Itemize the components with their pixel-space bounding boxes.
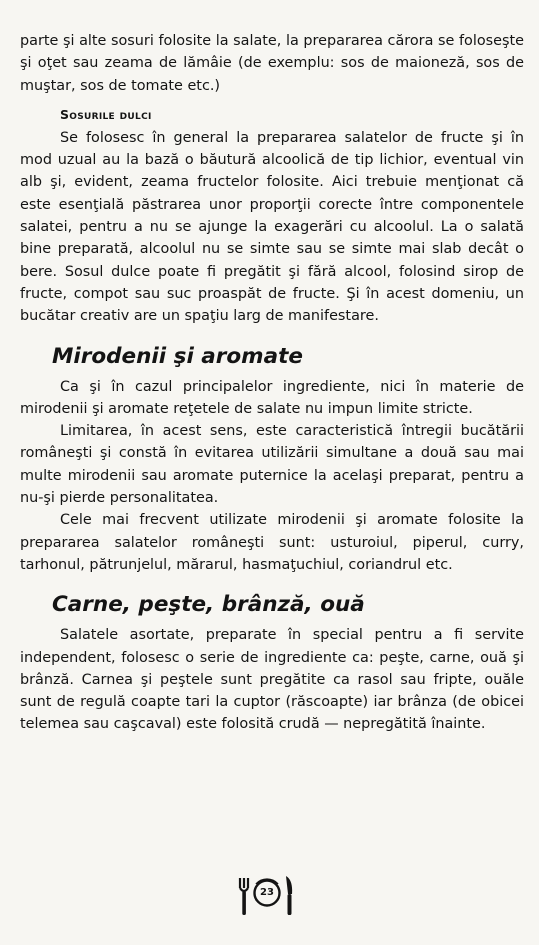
intro-paragraph: parte şi alte sosuri folosite la salate, la prepararea cărora se foloseşte şi oţet sau zeama de lămâie (de exemplu: sos de maioneză, sos de muştar, sos de tomate etc.) [20,33,524,94]
spices-paragraph-3: Cele mai frecvent utilizate mirodenii şi aromate folosite la prepararea salatelor româneşti sunt: usturoiul, piperul, curry, tarhonul, pătrunjelul, mărarul, hasmaţuchiul, coriandrul etc. [20,512,524,573]
sweet-sauces-heading: Sosurile dulci [60,106,152,122]
page-footer [235,870,297,920]
section-title-meat-fish: Carne, peşte, brânză, ouă [52,592,365,618]
spices-paragraph-1: Ca şi în cazul principalelor ingrediente, nici în materie de mirodenii şi aromate reţetele de salate nu impun limite stricte. [20,378,524,417]
sweet-sauces-paragraph: Se folosesc în general la prepararea salatelor de fructe şi în mod uzual au la bază o băutură alcoolică de tip lichior, eventual vin alb şi, evident, zeama fructelor folosite. Aici trebuie menţionat că este esenţială păstrarea unor proporţii corecte între componentele salatei, pentru a nu se ajunge la exagerări cu alcoolul. La o salată bine preparată, alcoolul nu se simte sau se simte mai slab decât o bere. Sosul dulce poate fi pregătit şi fără alcool, folosind sirop de fructe, compot sau suc proaspăt de fructe. Şi în acest domeniu, un bucătar creativ are un spaţiu larg de manifestare. [20,129,524,325]
spices-paragraph-2: Limitarea, în acest sens, este caracteristică întregii bucătării româneşti şi constă în evitarea utilizării simultane a două sau mai multe mirodenii sau aromate puternice la acelaşi preparat, pentru a nu-şi pierde personalitatea. [20,423,524,507]
section-title-spices: Mirodenii şi aromate [52,343,303,369]
knife-icon [286,876,292,915]
page-number: 23 [260,887,274,898]
page-content [20,30,524,736]
fork-icon [240,878,248,915]
meat-fish-paragraph: Salatele asortate, preparate în special pentru a fi servite independent, folosesc o serie de ingrediente ca: peşte, carne, ouă şi brânză. Carnea şi peştele sunt pregătite ca rasol sau fripte, ouăle sunt de regulă coapte tari la cuptor (răscoapte) iar brânza (de obicei telemea sau caşcaval) este folosită crudă — nepregătită înainte. [20,627,524,733]
